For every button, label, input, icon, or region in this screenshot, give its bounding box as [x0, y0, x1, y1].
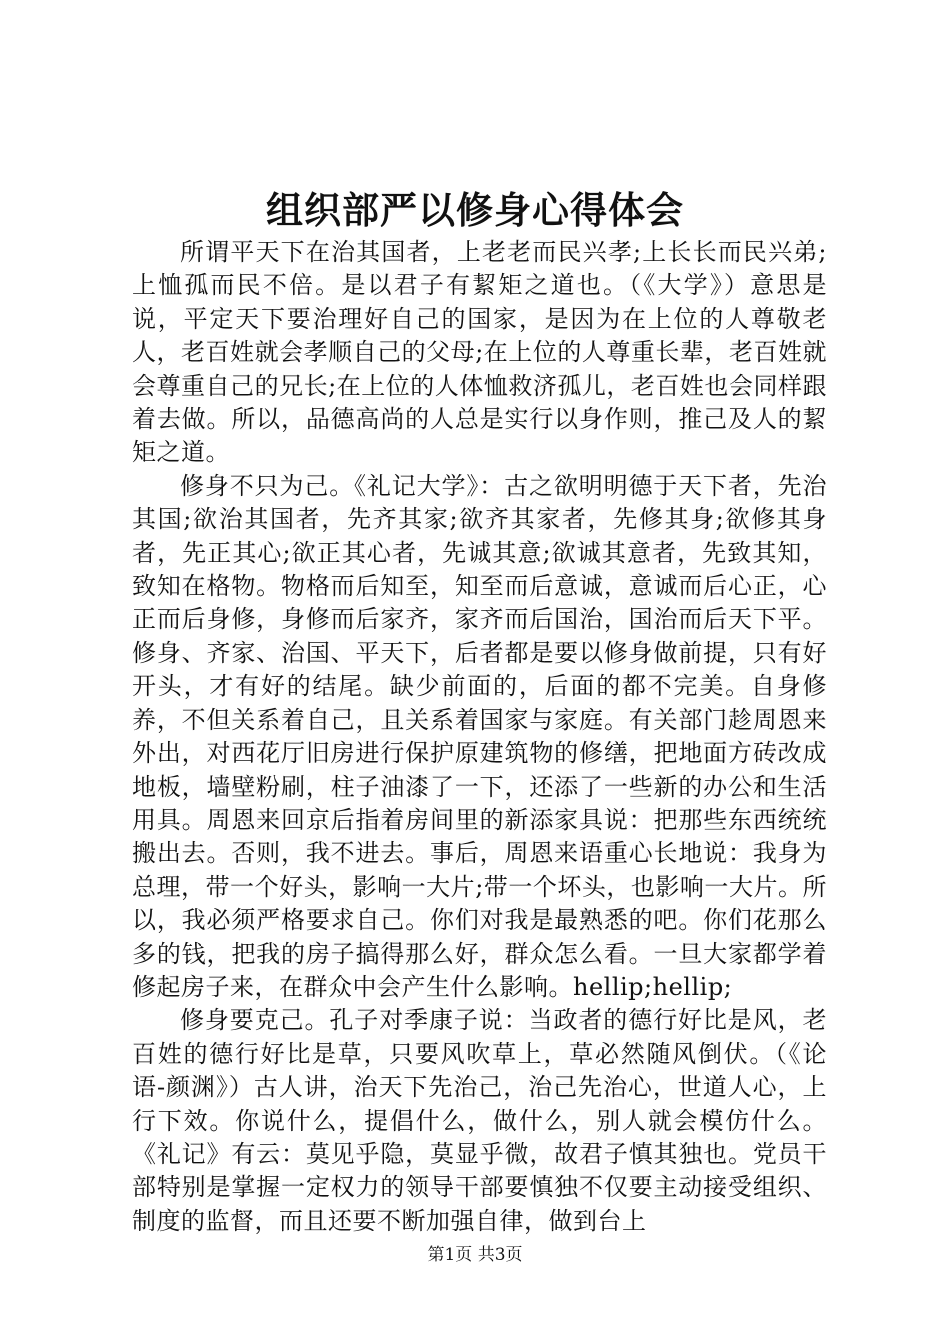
- document-title: 组织部严以修身心得体会: [266, 188, 684, 232]
- paragraph-2: 修身不只为己。《礼记大学》：古之欲明明德于天下者，先治其国;欲治其国者，先齐其家;欲齐其家者，先修其身;欲修其身者，先正其心;欲正其心者，先诚其意;欲诚其意者，先致其知，致知在格物。物格而后知至，知至而后意诚，意诚而后心正，心正而后身修，身修而后家齐，家齐而后国治，国治而后天下平。修身、齐家、治国、平天下，后者都是要以修身做前提，只有好开头，才有好的结尾。缺少前面的，后面的都不完美。自身修养，不但关系着自己，且关系着国家与家庭。有关部门趁周恩来外出，对西花厅旧房进行保护原建筑物的修缮，把地面方砖改成地板，墙壁粉刷，柱子油漆了一下，还添了一些新的办公和生活用具。周恩来回京后指着房间里的新添家具说：把那些东西统统搬出去。否则，我不进去。事后，周恩来语重心长地说：我身为总理，带一个好头，影响一大片;带一个坏头，也影响一大片。所以，我必须严格要求自己。你们对我是最熟悉的吧。你们花那么多的钱，把我的房子搞得那么好，群众怎么看。一旦大家都学着修起房子来，在群众中会产生什么影响。hellip;hellip;: [132, 471, 827, 1001]
- document-body: [132, 236, 827, 1238]
- paragraph-3: 修身要克己。孔子对季康子说：当政者的德行好比是风，老百姓的德行好比是草，只要风吹草上，草必然随风倒伏。（《论语-颜渊》）古人讲，治天下先治己，治己先治心，世道人心，上行下效。你说什么，提倡什么，做什么，别人就会模仿什么。《礼记》有云：莫见乎隐，莫显乎微，故君子慎其独也。党员干部特别是掌握一定权力的领导干部要慎独不仅要主动接受组织、制度的监督，而且还要不断加强自律，做到台上: [132, 1006, 827, 1235]
- page-number-footer: 第1页 共3页: [427, 1245, 523, 1265]
- paragraph-1: 所谓平天下在治其国者，上老老而民兴孝;上长长而民兴弟;上恤孤而民不倍。是以君子有絜矩之道也。（《大学》）意思是说，平定天下要治理好自己的国家，是因为在上位的人尊敬老人，老百姓就会孝顺自己的父母;在上位的人尊重长辈，老百姓就会尊重自己的兄长;在上位的人体恤救济孤儿，老百姓也会同样跟着去做。所以，品德高尚的人总是实行以身作则，推己及人的絜矩之道。: [132, 238, 827, 467]
